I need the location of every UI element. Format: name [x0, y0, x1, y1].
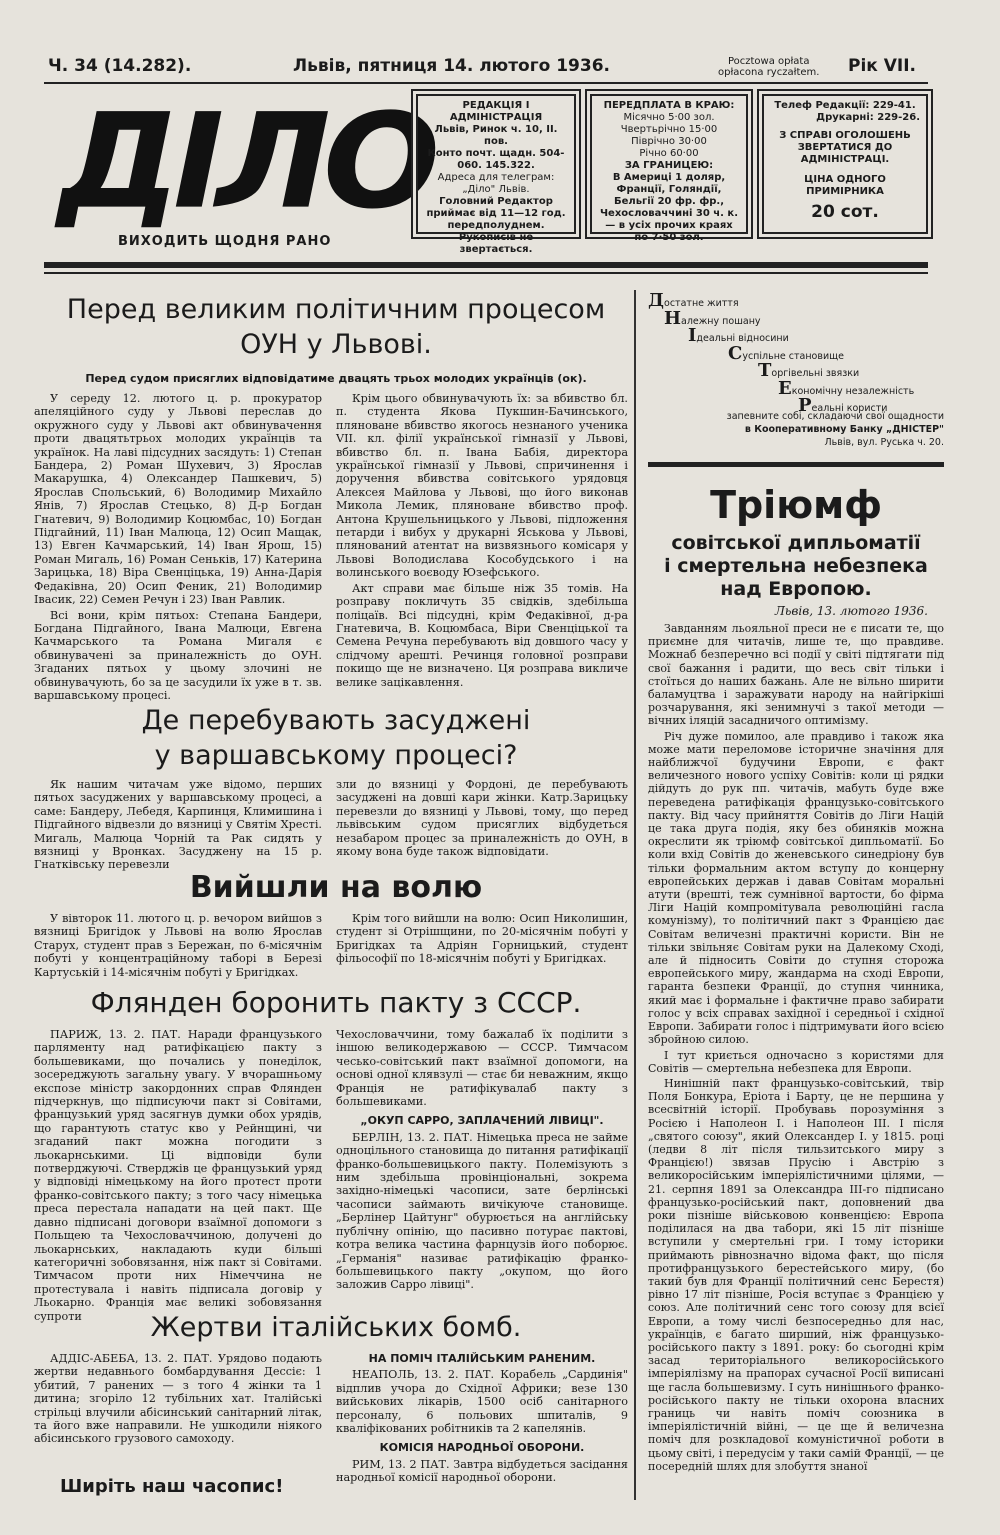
editorial-heading: РЕДАКЦІЯ І АДМІНІСТРАЦІЯ [449, 100, 543, 123]
article-released-para2: Крім того вийшли на волю: Осип Николишин, студент зі Отрішщини, по 20-місячнім побуті у Бригідках та Адріян Горницький, студент фільософії по 18-місячнім побуті у Бригідках. [336, 912, 628, 966]
article-oun-para1: У середу 12. лютого ц. р. прокуратор апеляційного суду у Львові переслав до окружного суду у Львові акт обвинувачення проти двацятьтрьох молодих українців та українок. На лаві підсудних засядуть: 1) Степан Бандера, 2) Роман Шухевич, 3) Ярослав Макарушка, 4) Олександер Пашкевич, 5) Ярослав Спольський, 6) Володимир Михайло Янів, 7) Ярослав Стецько, 8) Д-р Богдан Гнатевич, 9) Володимир Коцюмбас, 10) Богдан Підгайний, 11) Іван Малюца, 12) Осип Мащак, 13) Евген Качмарський, 14) Іван Ярош, 15) Роман Мигаль, 16) Роман Сеньків, 17) Катерина Зарицька, 18) Віра Свенціцька, 19) Анна-Дарія Федаківна, 20) Осип Феник, 21) Володимир Івасик, 22) Семен Речун і 23) Іван Равлик. [34, 392, 322, 607]
year-label: Рік VII. [848, 56, 917, 76]
article-oun-subtitle: Перед судом присяглих відповідатиме двацять трьох молодих українців (ок). [85, 372, 587, 385]
article-wounded-para: НЕАПОЛЬ, 13. 2. ПАТ. Корабель „Сардинія" відплив учора до Східної Африки; везе 130 вийськових лікарів, 1500 осіб санітарного персоналу, 6 польових шпиталів, 9 кваліфікованих робітників та 2 капелянів. [336, 1368, 628, 1436]
issue-info-bar [48, 52, 928, 82]
price-label: ЦІНА ОДНОГО ПРИМІРНИКА [804, 174, 886, 197]
article-defense-subheading: КОМІСІЯ НАРОДНЬОЇ ОБОРОНИ. [379, 1441, 585, 1455]
ad-line-2: Належну пошану [664, 307, 761, 329]
ad-text-1: запевните собі, складаючи свої ощадности [726, 411, 944, 422]
article-flandin-col1 [34, 1028, 322, 1325]
ad-footer [660, 410, 944, 449]
article-sarro-subheading: „ОКУП САРРО, ЗАПЛАЧЕНИЙ ЛІВИЦІ". [360, 1114, 604, 1128]
article-convicted-col2 [336, 778, 628, 860]
article-oun-title-line2: ОУН у Львові. [240, 329, 432, 360]
article-flandin-para1: ПАРИЖ, 13. 2. ПАТ. Наради французького парляменту над ратифікацією пакту з большевиками, що почались у понеділок, зосереджують загальну увагу. У вчорашньому експозе міністр закордонних справ Флянден підчеркнув, що підписуючи пакт зі Совітами, французький уряд засягнув думки обох урядів, що гарантують статус кво у Рейнщині, чи згаданий пакт можна погодити з льокарнськими. Ці відповіди були потверджуючі. Стверджів це французький уряд у відповіді німецькому на його протест проти франко-совітського пакту; з того часу німецька преса перестала нападати на цей пакт. Ще давно підписані договори взаїмної допомоги з Польщею та Чехословаччиною, долучені до льокарнських, накладають куди більші категоричні зобовязання, ніж пакт зі Совітами. Тимчасом проти них Німеччина не протестувала і навіть підписала договір у Льокарно. Франція має великі зобовязання супроти [34, 1028, 322, 1323]
masthead-rule-thin [44, 272, 928, 274]
editorial-telegram: Адреса для телеграм: „Діло" Львів. [437, 172, 555, 195]
ad-bank-name: в Кооперативному Банку „ДНІСТЕР" [744, 424, 944, 435]
article-convicted-title-line1: Де перебувають засуджені [141, 705, 531, 736]
ad-line-4: Суспільне становище [728, 342, 844, 364]
article-flandin-para2: Чехословаччини, тому бажалаб їх поділити з іншою великодержавою — СССР. Тимчасом чесько-совітський пакт взаїмної допомоги, на основі одної клявзулі — стає би неважним, якщо Франція не ратифікувалаб пакту з большевиками. [336, 1028, 628, 1109]
article-triumph-para3: І тут криється одночасно з користями для Совітів — смертельна небезпека для Европи. [648, 1048, 944, 1075]
ad-line-1: Достатне життя [648, 290, 739, 311]
ad-address: Львів, вул. Руська ч. 20. [824, 437, 944, 448]
article-triumph-subtitle-line2: і смертельна небезпека [664, 555, 928, 577]
editorial-hours: Головний Редактор приймає від 11—12 год. передполуднем. [426, 196, 566, 231]
subscription-abroad-prices: В Америці 1 доляр, Франції, Голяндії, Бельгії 20 фр. фр., Чехословаччині 30 ч. к. — в усіх прочих краях по 7·50 зол. [599, 172, 739, 243]
article-released-title: Вийшли на волю [189, 870, 483, 905]
article-released-para1: У вівторок 11. лютого ц. р. вечором вийшов з вязниці Бригідок у Львові на волю Ярослав Старух, студент прав з Бережан, по 6-місячнім побуті у концентраційному таборі в Березі Картуській і 14-місячнім побуті у Бригідках. [34, 912, 322, 979]
postal-notice [718, 56, 819, 78]
editorial-account: Конто почт. щадн. 504-060. 145.322. [427, 148, 565, 171]
phone-editorial: Телеф Редакції: 229-41. [774, 100, 916, 111]
postal-line-1: Pocztowa opłata [727, 56, 810, 67]
editorial-manuscripts: Рукописів не звертається. [458, 232, 534, 255]
column-divider [634, 290, 636, 1500]
article-triumph-para4: Нинішній пакт французько-совітський, твір Поля Бонкура, Еріота і Барту, це не першина у всесвітній історії. Пробувавь порозуміння з Росією і Наполеон І. і Наполеон III. І після „святого союзу", який Олександер І. у 1815. році (ледви 8 літ після тильзитського миру з Францією!) звязав Прусію і Австрію з великоросійським імперіялістичними цілями, — 21. серпня 1891 за Олександра III-го підписано французько-російський пакт, доповнений два роки пізніше військовою конвенцією: Европа поділилася на два табори, які 15 літ пізніше вступили у смертельні гри. І тому історики приймають рівнозначно відома факт, що після протифранцузького берестейського миру, (бо такий був для Франції політичний сенс Берестя) рівно 17 літ пізніше, Росія вступає з Францією у союз. Але політичний сенс того союзу для всієї Европи, а тому числі безпосередньо для нас, українців, є багато ширший, ніж французько-російського пакту з 1891. року: бо сьогодні крім засад територіального великоросійського імперіялізму на прапорах сучасної Росії виписані ще гасла большевизму. І суть нинішнього франко-російського пакту не тільки охорона власних границь чи навіть поміч союзника в імперіялістичній війні, — це ще й величезна поміч для розкладової комуністичної роботи в цьому світі, і передусім у таки самій Франції, — це посередній шлях для злобуття знаної [648, 1076, 944, 1473]
price-value: 20 сот. [811, 202, 879, 222]
article-defense-para: РИМ, 13. 2 ПАТ. Завтра відбудеться засідання народньої комісії народньої оборони. [336, 1457, 628, 1485]
article-triumph-para2: Річ дуже помилоо, але правдиво і також яка може мати переломове історичне значіння для найближчої будучини Европи, є факт величезного нового успіху Совітів: коли ці рядки дійдуть до рук пп. читачів, мабуть буде вже переведена ратифікація французько-совітського пакту. Від часу прийняття Совітів до Ліги Націй це така друга подія, яку без обиняків можна окреслити як тріюмф совітської дипльоматії. Бо коли вхід Совітів до женевського синедріону був тільки формальним актом вступу до концерну европейських держав і давав Совітам моральні атути (врешті, теж сумнівної вартости, бо фірма Ліги Націй компромітувала революційні гасла комунізму), то політичний пакт з Францією дає Совітам величезні практичні користи. Він не тільки звільняє Совітам руки на Далекому Сході, але й підносить Совіти до ступня сторожа европейського миру, жандарма на сході Европи, гаранта безпеки Франції, до ступня чинника, який має і формальне і фактичне право забирати голос у всіх справах західної і середньої і східної Европи. Забирати голос і підтримувати його всією збройною силою. [648, 729, 944, 1047]
ad-line-3: Ідеальні відносини [688, 325, 789, 346]
article-flandin-title: Флянден боронить пакту з СССР. [90, 986, 582, 1019]
article-oun-title [46, 292, 626, 362]
article-wounded-subheading: НА ПОМІЧ ІТАЛІЙСЬКИМ РАНЕНИМ. [368, 1352, 596, 1365]
postal-line-2: opłacona ryczałtem. [718, 67, 820, 78]
article-sarro-para: БЕРЛІН, 13. 2. ПАТ. Німецька преса не займе одноцільного становища до питання ратифікації франко-большевицького пакту. Полемізують з ним здебільша провінціональні, зокрема західно-німецькі часописи, зате берлінські часописи займають вичікуюче становище. „Берлінер Цайтунг" обурюється на англійську публічну опінію, що пасивно потурає пактові, котра велика частина фарнцузів його поборює. „Германія" називає ратифікацію франко-большевицького пакту „окупом, що його заложив Сарро лівиці". [336, 1130, 628, 1292]
editorial-box [416, 94, 576, 255]
subscription-monthly: Місячно 5·00 зол. [623, 112, 715, 123]
top-rule [44, 82, 928, 84]
subscription-heading: ПЕРЕДПЛАТА В КРАЮ: [603, 100, 735, 111]
issue-date: Львів, пятниця 14. лютого 1936. [293, 56, 610, 76]
footer-slogan: Ширіть наш часопис! [60, 1476, 284, 1497]
ad-divider [648, 462, 944, 467]
article-released-col2 [336, 912, 628, 968]
editorial-address: Львів, Ринок ч. 10, II. пов. [434, 124, 558, 147]
masthead-rule [44, 262, 928, 268]
article-triumph-subtitle-line3: над Европою. [720, 578, 872, 600]
article-convicted-para2: зли до вязниці у Фордоні, де перебувають засуджені на довші кари жінки. Катр.Зарицьку перевезли до вязниці у Львові, тому, що перед львівським судом присяглих відбудеться незабаром процес за приналежність до ОУН, в якому вона буде також відповідати. [336, 778, 628, 859]
article-triumph-subtitle [648, 532, 944, 601]
article-oun-col1 [34, 392, 322, 704]
article-oun-col2 [336, 392, 628, 691]
ad-line-7: Реальні користи [798, 395, 888, 416]
ads-notice: З СПРАВІ ОГОЛОШЕНЬ ЗВЕРТАТИСЯ ДО АДМІНІСТРАЦІ. [779, 130, 911, 165]
phone-printing: Друкарні: 229-26. [816, 112, 920, 123]
article-triumph-title: Тріюмф [710, 483, 882, 527]
publication-frequency: ВИХОДИТЬ ЩОДНЯ РАНО [118, 234, 332, 249]
article-oun-para3: Крім цього обвинувачують їх: за вбивство бл. п. студента Якова Пукшин-Бачинського, пляноване вбивство якогось незнаного ученика VII. кл. філії української гімназії у Львові, вбивство бл. п. Івана Бабія, директора української гімназії у Львові, спричинення і доручення вбивства совітського урядовця Алексея Майлова у Львові, що його виконав Микола Лемик, пляноване вбивство проф. Антона Крушельницького у Львові, підложення петарди і вибух у друкарні Яськова у Львові, плянований атентат на визвязнього комісаря у Львові Володислава Кособудського і на волинського воєводу Юзефського. [336, 392, 628, 580]
masthead [48, 85, 928, 255]
subscription-quarterly: Чвертьрічно 15·00 [620, 124, 718, 135]
ad-line-6: Економічну незалежність [778, 377, 915, 399]
article-triumph-para1: Завданням льояльної преси не є писати те, що приємне для читачів, лише те, що правдиве. Можнаб безперечно всі події у світі підтягати під свої бажання і радити, що весь світ тільки і стоїться до наших бажань. Але не вільно ширити баламуцтва і заражувати народу на найгіркіші розчарування, які зенимнучі з такої методи — вічних іляцій засадничого оптимізму. [648, 622, 944, 728]
article-triumph-subtitle-line1: совітської дипльоматії [671, 532, 921, 554]
subscription-yearly: Річно 60·00 [639, 148, 699, 159]
subscription-abroad-heading: ЗА ГРАНИЦЕЮ: [624, 160, 714, 171]
article-bombs-para1: АДДІС-АБЕБА, 13. 2. ПАТ. Урядово подають жертви недавнього бомбардування Дессіє: 1 убитий, 7 ранених — з того 4 жінки та 1 дитина; згоріло 12 тубільних хат. Італійські стрільці влучили абісинський санітарний літак, та його вже направили. Не ушкодили ніякого абісинського грузового самоходу. [34, 1352, 322, 1446]
article-oun-para2: Всі вони, крім пятьох: Степана Бандери, Богдана Підгайного, Івана Малюци, Евгена Качмарського та Романа Мигаля є обвинувачені за приналежність до ОУН. Згаданих пятьох у цьому злочині не обвинувачують, бо за це засудили їх уже в т. зв. варшавському процесі. [34, 608, 322, 702]
article-convicted-title [46, 703, 626, 773]
article-flandin-col2 [336, 1028, 628, 1294]
article-oun-title-line1: Перед великим політичним процесом [66, 294, 606, 325]
issue-number: Ч. 34 (14.282). [48, 56, 192, 76]
article-bombs-col2 [336, 1352, 628, 1487]
article-convicted-title-line2: у варшавському процесі? [154, 740, 518, 771]
article-triumph-body [648, 622, 944, 1475]
newspaper-logo: ДІЛО [58, 85, 433, 238]
subscription-box [590, 94, 748, 243]
article-convicted-para1: Як нашим читачам уже відомо, перших пятьох засуджених у варшавському процесі, а саме: Бандеру, Лебедя, Карпинця, Климишина і Підгайного відвезли до вязниці у Святім Хресті. Мигаль, Малюца Чорній та Рак сидять у вязниці у Вронках. Засуджену на 15 р. Гнатківську перевезли [34, 778, 322, 872]
contact-box [762, 94, 928, 234]
article-bombs-title: Жертви італійських бомб. [150, 1312, 522, 1343]
article-bombs-col1 [34, 1352, 322, 1448]
article-oun-para4: Акт справи має більше ніж 35 томів. На розправу покличуть 35 свідків, здебільша поліцаїв. Всі підсудні, крім Федаківної, д-ра Гнатевича, В. Коцюмбаса, Віри Свенціцької та Семена Речуна перебувають від довшого часу у слідчому арешті. Речинця головної розправи покищо ще не визначено. Ця розправа викличе велике зацікавлення. [336, 581, 628, 689]
ad-line-5: Торгівельні звязки [758, 360, 860, 381]
article-convicted-col1 [34, 778, 322, 874]
article-released-col1 [34, 912, 322, 981]
article-triumph-dateline: Львів, 13. лютого 1936. [774, 604, 928, 618]
subscription-halfyear: Піврічно 30·00 [631, 136, 707, 147]
